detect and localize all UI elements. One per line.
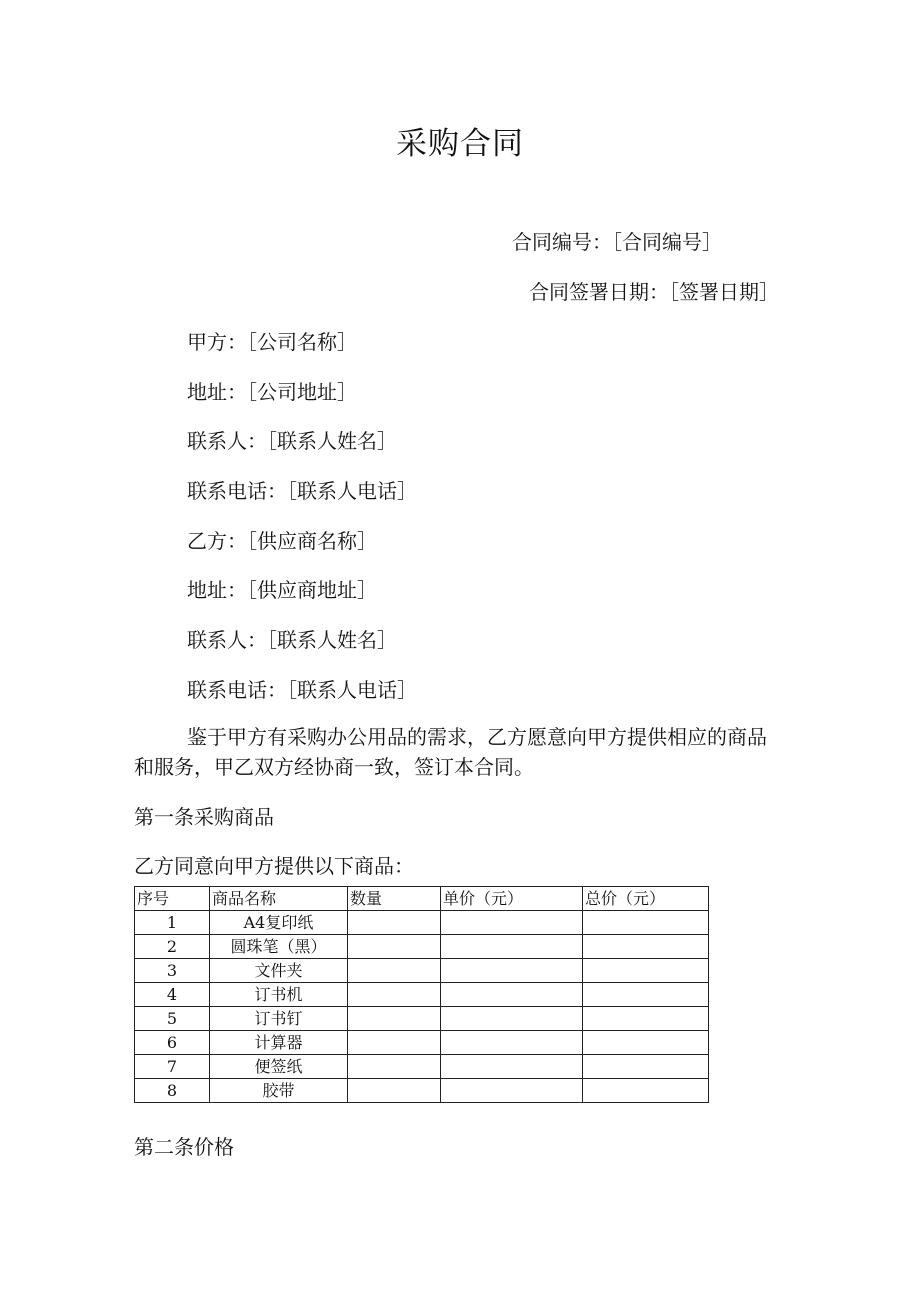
- table-row: [135, 1079, 709, 1103]
- article-2-heading: 第二条价格: [134, 1135, 234, 1159]
- row-unit-price: [441, 983, 583, 1007]
- header-qty: 数量: [348, 887, 441, 911]
- row-unit-price: [441, 1055, 583, 1079]
- party-b-address: 地址：［供应商地址］: [187, 578, 377, 602]
- header-no: 序号: [135, 887, 210, 911]
- row-unit-price: [441, 935, 583, 959]
- row-total-price: [583, 983, 709, 1007]
- row-unit-price: [441, 911, 583, 935]
- row-unit-price: [441, 959, 583, 983]
- row-no: 8: [135, 1079, 210, 1103]
- row-qty: [348, 959, 441, 983]
- row-unit-price: [441, 1079, 583, 1103]
- goods-table: [134, 886, 709, 1103]
- row-total-price: [583, 935, 709, 959]
- contract-sign-date: 合同签署日期：［签署日期］: [529, 280, 779, 304]
- table-row: [135, 983, 709, 1007]
- row-qty: [348, 1079, 441, 1103]
- row-name: 计算器: [210, 1031, 348, 1055]
- party-a-phone: 联系电话：［联系人电话］: [187, 479, 417, 503]
- row-name: 便签纸: [210, 1055, 348, 1079]
- header-unit-price: 单价（元）: [441, 887, 583, 911]
- table-row: [135, 1007, 709, 1031]
- row-qty: [348, 983, 441, 1007]
- table-row: [135, 1055, 709, 1079]
- table-header-row: [135, 887, 709, 911]
- preamble-paragraph: 鉴于甲方有采购办公用品的需求，乙方愿意向甲方提供相应的商品和服务，甲乙双方经协商一致，签订本合同。: [134, 725, 767, 779]
- table-row: [135, 1031, 709, 1055]
- row-name: 订书机: [210, 983, 348, 1007]
- row-unit-price: [441, 1007, 583, 1031]
- row-qty: [348, 1055, 441, 1079]
- row-no: 7: [135, 1055, 210, 1079]
- party-a-address: 地址：［公司地址］: [187, 380, 357, 404]
- party-a-contact: 联系人：［联系人姓名］: [187, 429, 397, 453]
- row-name: 订书钉: [210, 1007, 348, 1031]
- row-qty: [348, 1007, 441, 1031]
- row-total-price: [583, 959, 709, 983]
- table-row: [135, 935, 709, 959]
- row-total-price: [583, 1007, 709, 1031]
- party-b-contact: 联系人：［联系人姓名］: [187, 628, 397, 652]
- row-no: 2: [135, 935, 210, 959]
- row-no: 1: [135, 911, 210, 935]
- row-name: A4复印纸: [210, 911, 348, 935]
- party-b-phone: 联系电话：［联系人电话］: [187, 678, 417, 702]
- row-total-price: [583, 1055, 709, 1079]
- row-total-price: [583, 1031, 709, 1055]
- table-row: [135, 959, 709, 983]
- row-unit-price: [441, 1031, 583, 1055]
- row-qty: [348, 935, 441, 959]
- party-b-name: 乙方：［供应商名称］: [187, 529, 377, 553]
- row-no: 4: [135, 983, 210, 1007]
- row-name: 胶带: [210, 1079, 348, 1103]
- row-qty: [348, 1031, 441, 1055]
- row-name: 文件夹: [210, 959, 348, 983]
- row-total-price: [583, 911, 709, 935]
- row-no: 3: [135, 959, 210, 983]
- row-qty: [348, 911, 441, 935]
- header-total-price: 总价（元）: [583, 887, 709, 911]
- table-row: [135, 911, 709, 935]
- party-a-name: 甲方：［公司名称］: [187, 330, 357, 354]
- article-1-heading: 第一条采购商品: [134, 805, 274, 829]
- row-name: 圆珠笔（黑）: [210, 935, 348, 959]
- row-total-price: [583, 1079, 709, 1103]
- header-name: 商品名称: [210, 887, 348, 911]
- document-title: 采购合同: [396, 126, 524, 162]
- row-no: 5: [135, 1007, 210, 1031]
- article-1-intro: 乙方同意向甲方提供以下商品：: [134, 854, 414, 878]
- contract-number: 合同编号：［合同编号］: [512, 230, 722, 254]
- row-no: 6: [135, 1031, 210, 1055]
